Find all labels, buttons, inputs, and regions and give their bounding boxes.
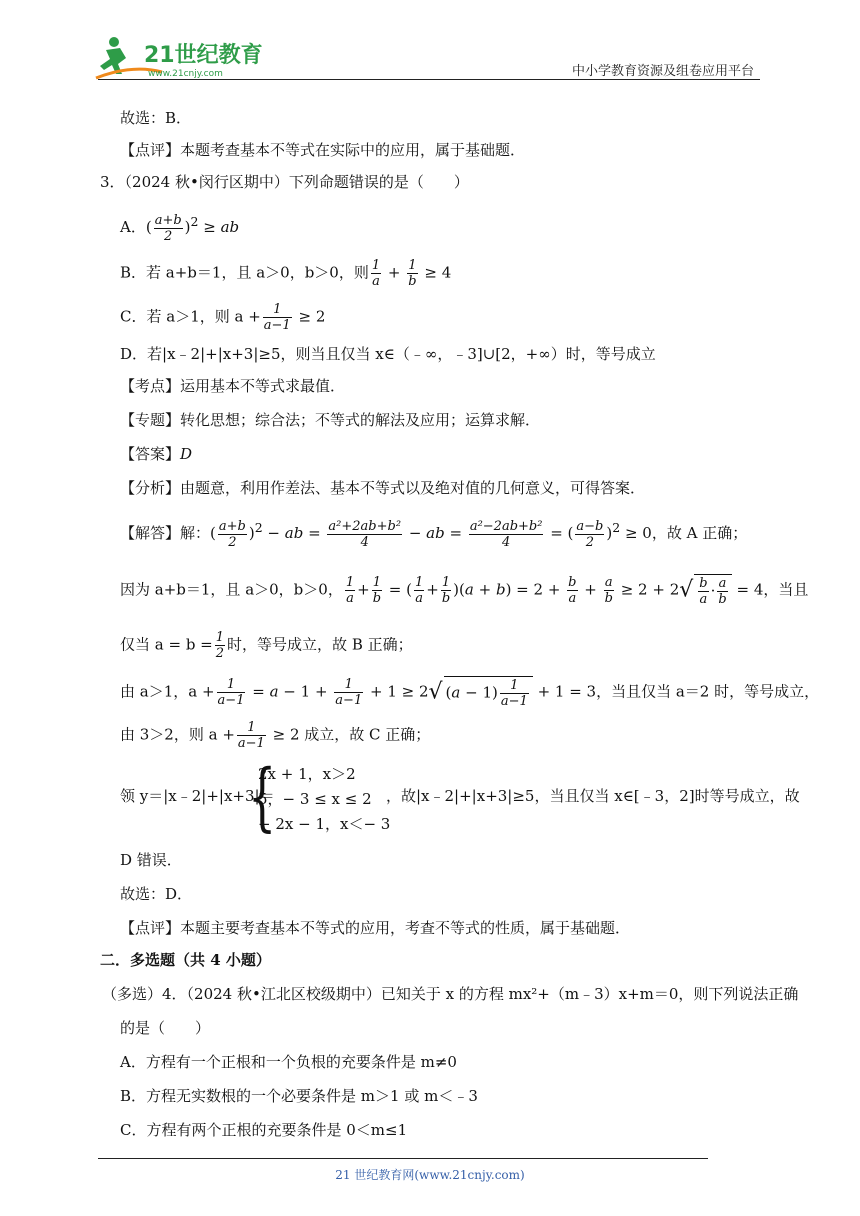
q2-choice: 故选：B． xyxy=(120,109,192,127)
solution-line3-prefix: 仅当 a = b = xyxy=(120,635,213,654)
q3-analysis: 【分析】由题意，利用作差法、基本不等式以及绝对值的几何意义，可得答案． xyxy=(120,479,646,497)
q3-option-c xyxy=(120,302,325,333)
q3-option-d: D．若|x﹣2|+|x+3|≥5，则当且仅当 x∈（﹣∞，﹣3]∪[2，+∞）时，等号成立 xyxy=(120,345,656,363)
section-title: 二．多选题（共 4 小题） xyxy=(100,951,271,969)
q3-comment: 【点评】本题主要考查基本不等式的应用，考查不等式的性质，属于基础题． xyxy=(120,919,631,937)
q4-option-c: C．方程有两个正根的充要条件是 0＜m≤1 xyxy=(120,1121,408,1139)
fraction: $\frac{1}{a}$ xyxy=(414,575,424,606)
q2-comment: 【点评】本题考查基本不等式在实际中的应用，属于基础题． xyxy=(120,141,526,159)
fraction: $\frac{\text{a²+2ab+b²}}{4}$ xyxy=(328,518,402,550)
solution-line4-prefix: 由 a＞1，a + xyxy=(120,682,215,701)
q3-option-b: B．若 a+b＝1，且 a＞0，b＞0，则 $\frac{1}{a}$ + $\frac{1}{b}$ ≥ 4 xyxy=(120,258,452,289)
q3-stem: 3．（2024 秋•闵行区期中）下列命题错误的是（ ） xyxy=(100,173,469,191)
q3-solution-line5 xyxy=(120,720,430,751)
fraction: $\frac{1}{2}$ xyxy=(215,630,225,661)
piecewise-prefix: 领 y＝|x﹣2|+|x+3|＝ xyxy=(120,787,275,805)
fraction: $\frac{1}{a-1}$ xyxy=(335,677,363,708)
q3-option-b-tail: ≥ 4 xyxy=(424,263,452,282)
logo-url: www.21cnjy.com xyxy=(148,69,223,79)
fraction: $\frac{1}{a}$ xyxy=(345,575,355,606)
fraction: $\frac{1}{a-1}$ xyxy=(237,720,265,751)
fraction: $\frac{1}{a-1}$ xyxy=(263,302,291,333)
fraction: $\frac{1}{a}$ xyxy=(371,258,381,289)
fraction: $\frac{a}{b}$ xyxy=(604,575,613,606)
q3-kaodian: 【考点】运用基本不等式求最值． xyxy=(120,377,346,395)
fraction: $\frac{1}{b}$ xyxy=(441,575,451,606)
solution-line4-end: + 1 = 3，当且仅当 a＝2 时，等号成立， xyxy=(537,682,820,701)
logo-text: 21世纪教育 xyxy=(144,43,262,68)
answer-value: D xyxy=(180,445,193,463)
solution-line2-prefix: 因为 a+b＝1，且 a＞0，b＞0， xyxy=(120,580,343,599)
q3-option-a-label: A． xyxy=(120,218,146,236)
solution-line1-end: ≥ 0，故 A 正确； xyxy=(624,524,748,542)
q3-solution-line3 xyxy=(120,630,413,661)
piecewise-brace: { xyxy=(248,754,277,840)
solution-line2-end: = 4，当且 xyxy=(736,580,809,599)
q3-solution-line4: 由 a＞1，a + $\frac{1}{a-1}$ = a − 1 + $\frac{1}{a-1}$ + 1 ≥ 2√ (a − 1) $\frac{1}{a-1}$ + 1 = 3，当且仅当 a＝2 时，等号成立， xyxy=(120,677,820,709)
q3-option-c-tail: ≥ 2 xyxy=(298,307,326,326)
fraction: $\frac{1}{b}$ xyxy=(408,258,417,289)
solution-line5-prefix: 由 3＞2，则 a + xyxy=(120,725,235,744)
q3-solution-line2: 因为 a+b＝1，且 a＞0，b＞0， $\frac{1}{a}$ + $\frac{1}{b}$ = ( $\frac{1}{a}$ + $\frac{1}{b}$ )(a + b) = 2 + $\frac{b}{a}$ + $\frac{a}{b}$ ≥ 2 + 2√ $\frac{b}{a}$ · $\frac{a}{b}$ = 4，当且 xyxy=(120,575,809,607)
q4-option-b: B．方程无实数根的一个必要条件是 m＞1 或 m＜﹣3 xyxy=(120,1087,478,1105)
fraction: $\frac{1}{b}$ xyxy=(372,575,382,606)
q3-option-c-prefix: C．若 a＞1，则 a + xyxy=(120,307,261,326)
fraction: $\frac{a-b}{2}$ xyxy=(576,518,604,550)
q3-solution-line7: D 错误． xyxy=(120,851,182,869)
fraction: $\frac{\text{a²−2ab+b²}}{4}$ xyxy=(469,518,543,550)
answer-label: 【答案】 xyxy=(120,445,181,463)
fraction: $\frac{b}{a}$ xyxy=(568,575,577,606)
q3-zhuanti: 【专题】转化思想；综合法；不等式的解法及应用；运算求解． xyxy=(120,411,541,429)
piecewise-row-2: 5，− 3 ≤ x ≤ 2 xyxy=(258,790,372,808)
footer-link[interactable]: 21 世纪教育网(www.21cnjy.com) xyxy=(335,1168,525,1182)
q4-option-a: A．方程有一个正根和一个负根的充要条件是 m≠0 xyxy=(120,1053,457,1071)
q3-answer xyxy=(120,444,192,464)
solution-line5-end: ≥ 2 成立，故 C 正确； xyxy=(272,725,431,744)
solution-label: 【解答】解： xyxy=(120,524,211,542)
fraction: $\frac{a+b}{2}$ xyxy=(218,518,246,550)
header-divider xyxy=(98,79,760,80)
piecewise-row-3: − 2x − 1，x＜− 3 xyxy=(258,815,391,833)
runner-logo-icon xyxy=(92,34,262,80)
q3-option-a: A．( $\frac{a+b}{2}$ )$^2$ ≥ ab xyxy=(120,212,240,244)
q3-option-b-prefix: B．若 a+b＝1，且 a＞0，b＞0，则 xyxy=(120,263,369,282)
q3-solution-line1: 【解答】解：( $\frac{a+b}{2}$ )$^2$ − ab = $\frac{\text{a²+2ab+b²}}{4}$ − ab = $\frac{\text{a²−2ab+b²}}{4}$ = ( $\frac{a-b}{2}$ )$^2$ ≥ 0，故 A 正确； xyxy=(120,518,748,550)
fraction: $\frac{a+b}{2}$ xyxy=(154,212,182,244)
piecewise-conclusion: ，故|x﹣2|+|x+3|≥5，当且仅当 x∈[﹣3，2]时等号成立，故 xyxy=(386,787,800,805)
q3-choice: 故选：D． xyxy=(120,885,193,903)
square-root: $\frac{b}{a}$ · $\frac{a}{b}$ xyxy=(694,574,731,607)
footer-divider xyxy=(98,1158,708,1159)
piecewise-row-1: 2x + 1，x＞2 xyxy=(258,765,356,783)
q4-stem: （多选）4．（2024 秋•江北区校级期中）已知关于 x 的方程 mx²+（m﹣3）x+m＝0，则下列说法正确 xyxy=(102,985,799,1003)
site-logo xyxy=(92,34,262,80)
q4-stem-cont: 的是（ ） xyxy=(120,1019,211,1037)
square-root: (a − 1) $\frac{1}{a-1}$ xyxy=(444,676,533,709)
fraction: $\frac{1}{a-1}$ xyxy=(217,677,245,708)
solution-line3-end: 时，等号成立，故 B 正确； xyxy=(227,635,413,654)
platform-name: 中小学教育资源及组卷应用平台 xyxy=(571,64,754,79)
q3-option-a-tail: ≥ ab xyxy=(203,218,240,236)
